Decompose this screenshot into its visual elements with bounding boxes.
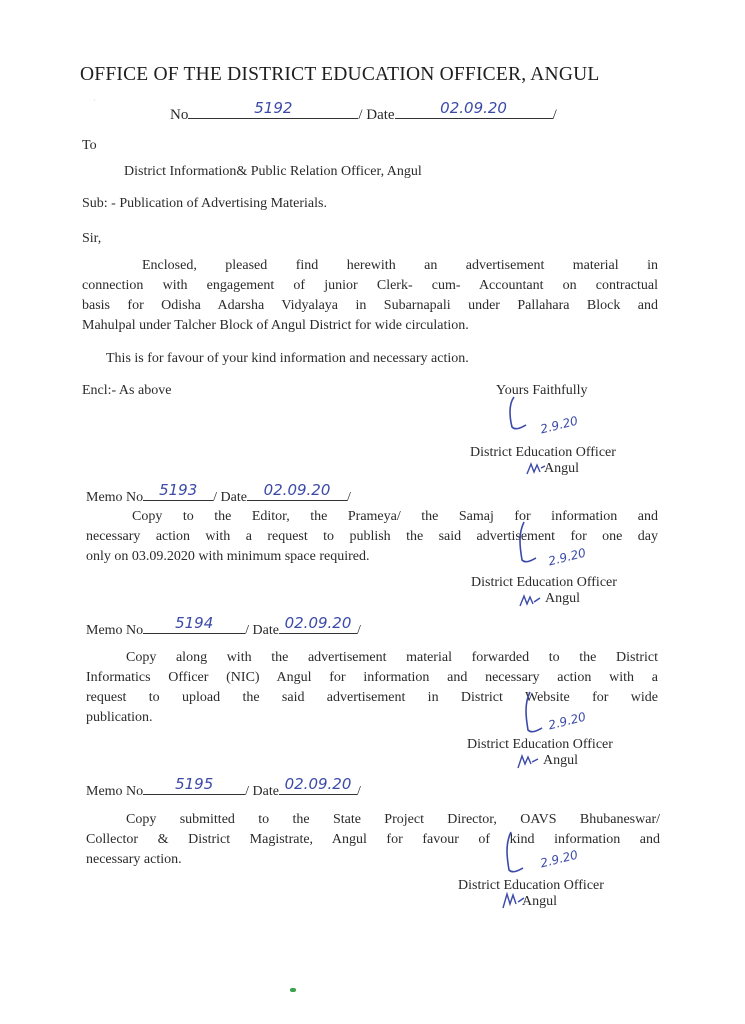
letter-body-line: Enclosed, pleased find herewith an advertisement material in [142,258,658,273]
memo-3-body-line: Collector & District Magistrate, Angul for favour of kind information and [86,832,660,847]
memo-2-body-line: Copy along with the advertisement material forwarded to the District [126,650,658,665]
memo-3-date-label: / Date [245,784,279,799]
signatory-place: Angul [544,461,579,476]
initials-3 [516,752,540,772]
memo-3-date-field [279,775,357,795]
signature-3 [516,690,546,740]
letter-body-line: connection with engagement of junior Clerk- cum- Accountant on contractual [82,278,658,293]
memo-1-body-line: only on 03.09.2020 with minimum space required. [86,549,370,564]
signature-1-date: 2.9.20 [538,413,580,437]
signature-4 [497,830,527,880]
letter-no-value: 5192 [254,99,293,117]
closing-line: This is for favour of your kind information and necessary action. [106,351,469,366]
memo-1-no-field [143,481,213,501]
memo-1-no-value: 5193 [159,481,198,499]
initials-4 [500,890,526,912]
memo-2-date-value: 02.09.20 [284,614,352,632]
letter-date-label: / Date [358,107,395,123]
addressee: District Information& Public Relation Officer, Angul [124,164,422,179]
signature-4-date: 2.9.20 [538,847,580,871]
signatory-place: Angul [543,753,578,768]
letter-body [82,256,658,336]
signatory-title: District Education Officer [470,445,616,460]
to-label: To [82,138,97,153]
memo-3-body-line: necessary action. [86,852,182,867]
letter-date-field [395,99,553,119]
memo-2-no-value: 5194 [175,614,214,632]
memo-1-date-value: 02.09.20 [263,481,331,499]
memo-3-number-line: Memo No 5195 / Date 02.09.20 / [86,775,361,799]
salutation: Sir, [82,231,102,246]
signatory-title: District Education Officer [471,575,617,590]
signature-block-4 [458,878,604,910]
signatory-title: District Education Officer [458,878,604,893]
memo-3-label: Memo No [86,784,144,799]
letter-body-line: basis for Odisha Adarsha Vidyalaya in Subarnapali under Pallahara Block and [82,298,658,313]
memo-2-label: Memo No [86,623,144,638]
memo-3-body-line: Copy submitted to the State Project Director, OAVS Bhubaneswar/ [126,812,660,827]
memo-1-body-line: Copy to the Editor, the Prameya/ the Samaj for information and [132,509,658,524]
letter-number-line: No 5192 / Date 02.09.20 / [170,99,557,123]
letter-no-field [188,99,358,119]
memo-1-date-label: / Date [213,490,247,505]
signature-3-date: 2.9.20 [546,709,588,733]
initials-1 [525,460,547,478]
signature-2-date: 2.9.20 [546,545,588,569]
signature-2 [510,520,540,570]
signatory-title: District Education Officer [467,737,613,752]
memo-1-date-field [247,481,347,501]
memo-1-number-line: Memo No 5193 / Date 02.09.20 / [86,481,351,505]
memo-2-body-line: publication. [86,710,153,725]
enclosure-note: Encl:- As above [82,383,172,398]
letter-no-label: No [170,107,189,123]
memo-2-no-field [143,614,245,634]
memo-3-date-value: 02.09.20 [284,775,352,793]
yours-faithfully: Yours Faithfully [496,383,588,398]
memo-2-date-label: / Date [245,623,279,638]
faint-mark: · [93,96,96,105]
memo-1-label: Memo No [86,490,144,505]
signature-block-2 [471,575,617,607]
subject-line: Sub: - Publication of Advertising Materials. [82,196,327,211]
memo-2-body-line: Informatics Officer (NIC) Angul for information and necessary action with a [86,670,658,685]
memo-2-date-field [279,614,357,634]
office-title: OFFICE OF THE DISTRICT EDUCATION OFFICER, ANGUL [80,64,600,85]
memo-3-no-field [143,775,245,795]
signature-1 [500,395,530,435]
letter-body-line: Mahulpal under Talcher Block of Angul District for wide circulation. [82,318,469,333]
memo-3-no-value: 5195 [175,775,214,793]
signatory-place: Angul [545,591,580,606]
letter-date-value: 02.09.20 [440,99,507,117]
memo-1-body-line: necessary action with a request to publish the said advertisement for one day [86,529,658,544]
signatory-place: Angul [522,894,557,909]
memo-2-number-line: Memo No 5194 / Date 02.09.20 / [86,614,361,638]
green-dot [290,988,296,992]
memo-2-body-line: request to upload the said advertisement in District Website for wide [86,690,658,705]
initials-2 [518,592,542,610]
